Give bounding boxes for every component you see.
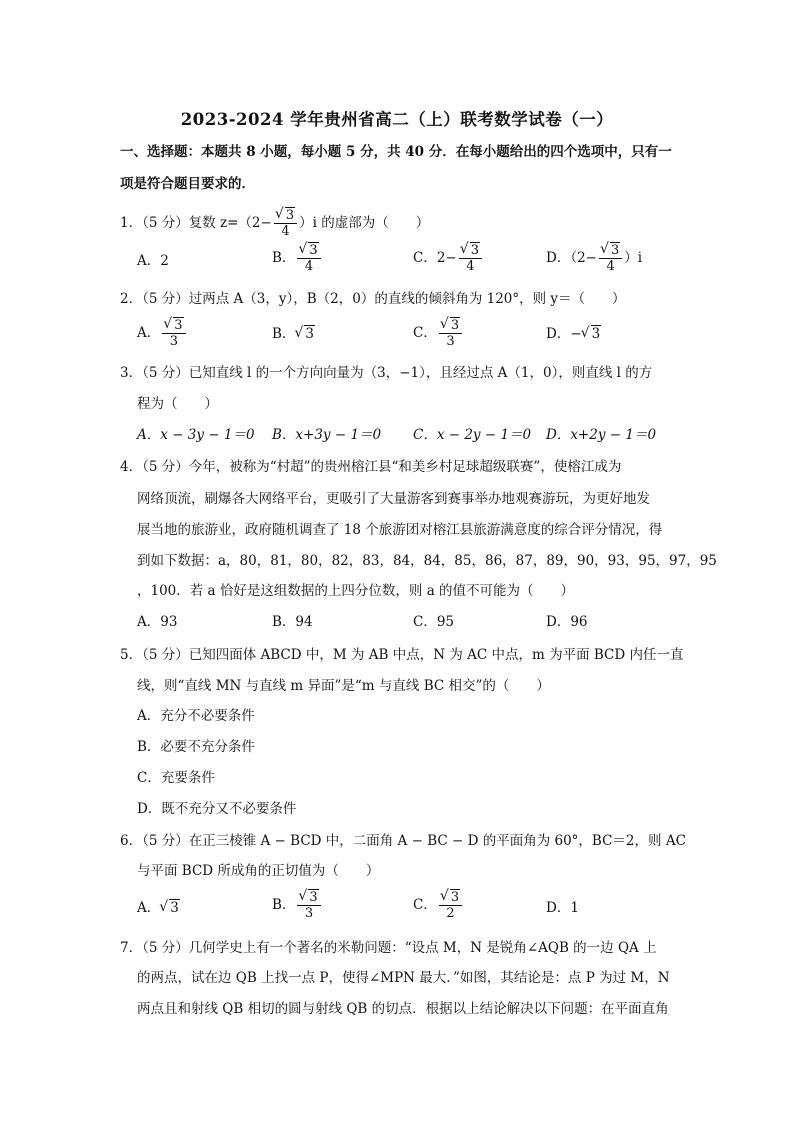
- q1-option-a[interactable]: A．2: [137, 253, 169, 269]
- question-6-line1: 6．（5 分）在正三棱锥 A − BCD 中，二面角 A − BC − D 的平面角为 60°，BC＝2，则 AC: [120, 833, 686, 849]
- question-6-line2: 与平面 BCD 所成角的正切值为（ ）: [137, 863, 380, 879]
- q3-option-b[interactable]: B．x+3y − 1＝0: [272, 427, 382, 443]
- q5-option-b[interactable]: B．必要不充分条件: [137, 739, 255, 755]
- question-4-line1: 4．（5 分）今年，被称为“村超”的贵州榕江县“和美乡村足球超级联赛”，使榕江成为: [120, 459, 622, 475]
- q2-option-c[interactable]: C． √ $\frac{3}{3}$: [413, 318, 464, 349]
- q4-option-c[interactable]: C．95: [413, 614, 455, 630]
- q1-fraction: √ $\frac{3}{4}$: [274, 208, 297, 239]
- q6-option-b[interactable]: B． √ $\frac{3}{3}$: [272, 890, 323, 921]
- q2-option-b[interactable]: B．√ 3: [272, 323, 315, 345]
- question-4-line5: ，100．若 a 恰好是这组数据的上四分位数，则 a 的值不可能为（ ）: [137, 583, 575, 599]
- q6-option-a[interactable]: A．√ 3: [137, 897, 180, 919]
- q6-option-c[interactable]: C． √ $\frac{3}{2}$: [413, 890, 464, 921]
- question-5-line2: 线，则“直线 MN 与直线 m 异面”是“m 与直线 BC 相交”的（ ）: [137, 678, 550, 694]
- q1-stem-pre: 1．（5 分）复数 z=（2−: [120, 215, 272, 231]
- question-1: [120, 208, 429, 239]
- q5-option-a[interactable]: A．充分不必要条件: [137, 708, 255, 724]
- question-4-line2: 网络顶流，刷爆各大网络平台，更吸引了大量游客到赛事举办地观赛游玩，为更好地发: [137, 491, 650, 507]
- q2-option-d[interactable]: D．−√ 3: [546, 323, 601, 345]
- q3-option-d[interactable]: D．x+2y − 1＝0: [546, 427, 657, 443]
- q6-option-d[interactable]: D．1: [546, 900, 579, 916]
- q1-stem-post: ）i 的虚部为（ ）: [299, 215, 430, 231]
- question-7-line2: 的两点，试在边 QB 上找一点 P，使得∠MPN 最大．”如图，其结论是：点 P 为过 M，N: [137, 970, 670, 986]
- question-7-line1: 7．（5 分）几何学史上有一个著名的米勒问题：“设点 M，N 是锐角∠AQB 的一边 QA 上: [120, 940, 657, 956]
- exam-title: 2023-2024 学年贵州省高二（上）联考数学试卷（一）: [180, 110, 614, 129]
- q5-option-c[interactable]: C．充要条件: [137, 770, 215, 786]
- question-2: 2．（5 分）过两点 A（3，y），B（2，0）的直线的倾斜角为 120°，则 y＝（ ）: [120, 291, 626, 307]
- q3-option-c[interactable]: C．x − 2y − 1＝0: [413, 427, 532, 443]
- q2-option-a[interactable]: A． √ $\frac{3}{3}$: [137, 318, 188, 349]
- q4-option-a[interactable]: A．93: [137, 614, 178, 630]
- section-heading-line1: 一、选择题：本题共 8 小题，每小题 5 分，共 40 分．在每小题给出的四个选项中，只有一: [120, 144, 672, 160]
- question-3-line2: 程为（ ）: [137, 396, 218, 412]
- q1-option-c[interactable]: C．2− √ $\frac{3}{4}$: [413, 243, 484, 274]
- q4-option-d[interactable]: D．96: [546, 614, 588, 630]
- question-4-line3: 展当地的旅游业，政府随机调查了 18 个旅游团对榕江县旅游满意度的综合评分情况，得: [137, 522, 663, 538]
- q3-option-a[interactable]: A．x − 3y − 1＝0: [137, 427, 255, 443]
- question-7-line3: 两点且和射线 QB 相切的圆与射线 QB 的切点．根据以上结论解决以下问题：在平面直角: [137, 1001, 669, 1017]
- q1-option-d[interactable]: D．（2− √ $\frac{3}{4}$ ）i: [546, 243, 642, 274]
- section-heading-line2: 项是符合题目要求的．: [120, 176, 255, 192]
- q1-option-b[interactable]: B． √ $\frac{3}{4}$: [272, 243, 323, 274]
- question-5-line1: 5．（5 分）已知四面体 ABCD 中，M 为 AB 中点，N 为 AC 中点，m 为平面 BCD 内任一直: [120, 647, 684, 663]
- q4-option-b[interactable]: B．94: [272, 614, 313, 630]
- q5-option-d[interactable]: D．既不充分又不必要条件: [137, 801, 297, 817]
- question-3-line1: 3．（5 分）已知直线 l 的一个方向向量为（3，−1），且经过点 A（1，0），则直线 l 的方: [120, 365, 653, 381]
- question-4-line4: 到如下数据：a，80，81，80，82，83，84，84，85，86，87，89，90，93，95，97，95: [137, 553, 717, 569]
